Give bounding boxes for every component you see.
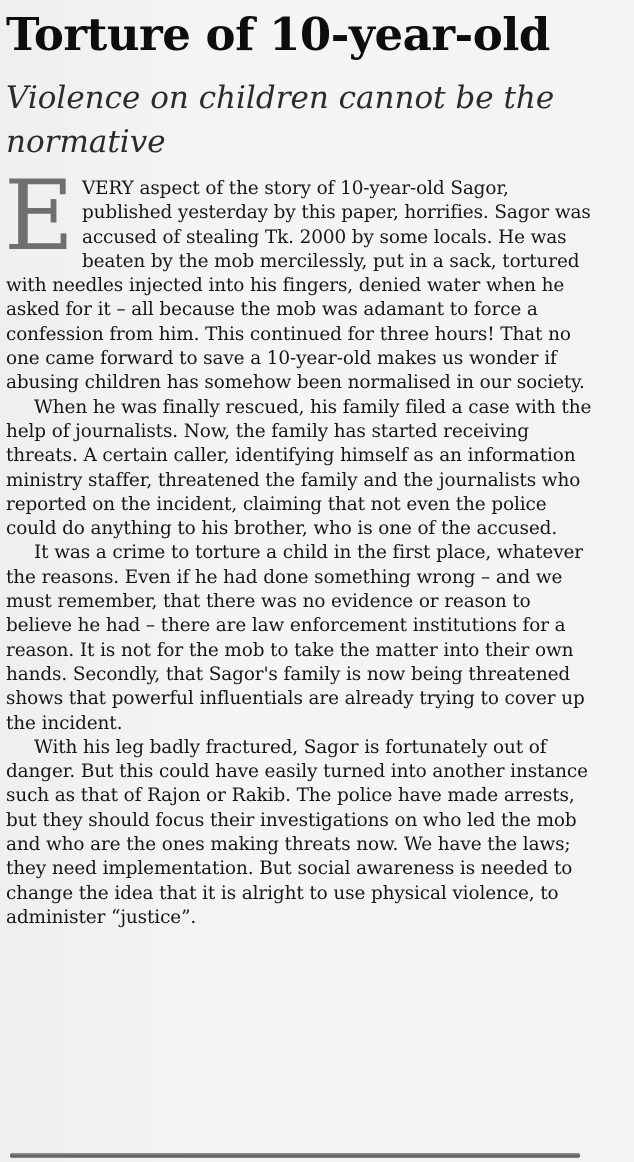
- article-paragraph-2: When he was finally rescued, his family filed a case with the help of journalists. Now, the family has started receiving threats. A certain caller, identifying himself as an information ministry staffer, threatened the family and the journalists who reported on the incident, claiming that not even the police could do anything to his brother, who is one of the accused.: [6, 396, 592, 540]
- bottom-divider: [10, 1153, 580, 1158]
- article-paragraph-3: It was a crime to torture a child in the first place, whatever the reasons. Even if he had done something wrong – and we must remember, that there was no evidence or reason to believe he had – there are law enforcement institutions for a reason. It is not for the mob to take the matter into their own hands. Secondly, that Sagor's family is now being threatened shows that powerful influentials are already trying to cover up the incident.: [6, 542, 585, 734]
- article-paragraph-1: [4, 160, 600, 396]
- headline: Torture of 10-year-old: [6, 8, 550, 61]
- article-paragraph-4: With his leg badly fractured, Sagor is fortunately out of danger. But this could have easily turned into another instance such as that of Rajon or Rakib. The police have made arrests, but they should focus their investigations on who led the mob and who are the ones making threats now. We have the laws; they need implementation. But social awareness is needed to change the idea that it is alright to use physical violence, to administer “justice”.: [6, 736, 588, 928]
- article-body: [4, 160, 600, 930]
- drop-cap: E: [4, 160, 74, 272]
- subheadline: Violence on children cannot be the normative: [6, 80, 555, 160]
- paragraph-1-text: VERY aspect of the story of 10-year-old Sagor, published yesterday by this paper, horrifies. Sagor was accused of stealing Tk. 2000 by some locals. He was beaten by the mob mercilessly, put in a sack, tortured with needles injected into his fingers, denied water when he asked for it – all because the mob was adamant to force a confession from him. This continued for three hours! That no one came forward to save a 10-year-old makes us wonder if abusing children has somehow been normalised in our society.: [6, 178, 591, 394]
